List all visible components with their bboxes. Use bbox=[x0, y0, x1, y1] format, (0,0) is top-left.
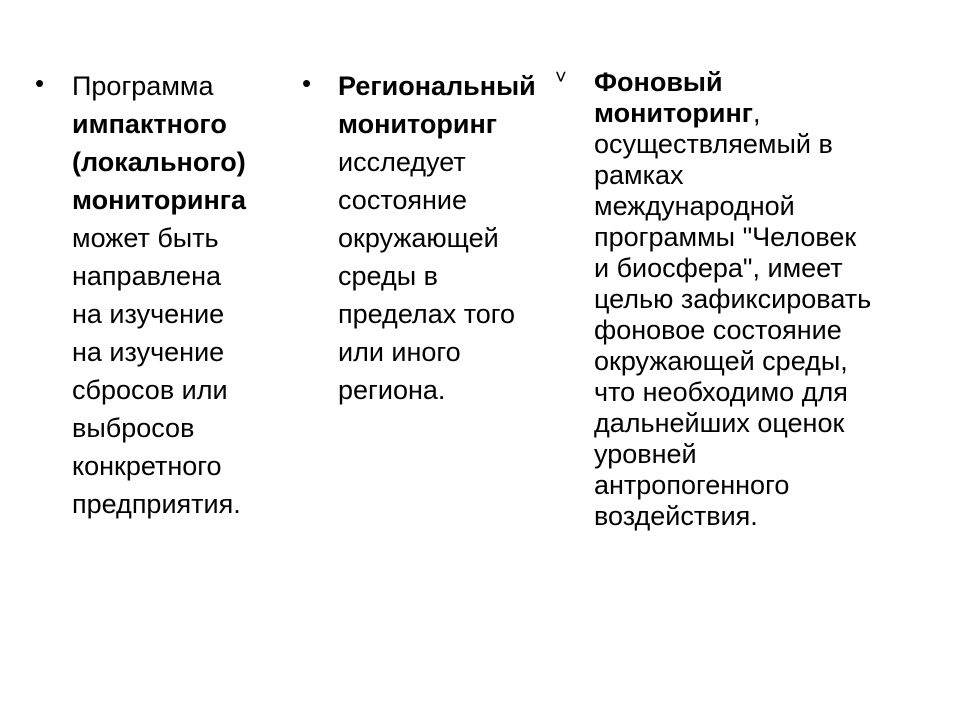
text-line: фоновое состояние bbox=[594, 315, 842, 345]
text-line: мониторинга bbox=[72, 185, 247, 215]
text-line: что необходимо для bbox=[594, 377, 848, 407]
text-line: конкретного bbox=[72, 451, 222, 481]
text-line: импактного bbox=[72, 109, 227, 139]
text-line: на изучение bbox=[72, 337, 225, 367]
text-line: осуществляемый в bbox=[594, 129, 833, 159]
text-line: может быть bbox=[72, 223, 219, 253]
text-line: или иного bbox=[338, 337, 461, 367]
text-line: окружающей среды, bbox=[594, 346, 848, 376]
text-line bbox=[594, 98, 934, 129]
text-bold: мониторинг bbox=[594, 98, 754, 128]
text-line: Программа bbox=[72, 71, 214, 101]
text-line: окружающей bbox=[338, 223, 499, 253]
text-line: на изучение bbox=[72, 299, 225, 329]
text-line: Фоновый bbox=[594, 67, 723, 97]
text-line: Региональный bbox=[338, 71, 536, 101]
text-line: международной bbox=[594, 191, 795, 221]
text-line: выбросов bbox=[72, 413, 195, 443]
text-line: дальнейших оценок bbox=[594, 408, 845, 438]
bullet-background: ˅ bbox=[555, 67, 567, 89]
text-line: среды в bbox=[338, 261, 438, 291]
text-line: целью зафиксировать bbox=[594, 284, 872, 314]
bullet-regional: • bbox=[302, 68, 312, 98]
text-line: программы "Человек bbox=[594, 222, 857, 252]
column-background-monitoring bbox=[594, 67, 934, 532]
text-line: воздействия. bbox=[594, 501, 758, 531]
column-regional-monitoring bbox=[338, 67, 578, 409]
column-impact-monitoring bbox=[72, 67, 287, 523]
text-line: направлена bbox=[72, 261, 222, 291]
text-line: пределах того bbox=[338, 299, 516, 329]
text-line: и биосфера", имеет bbox=[594, 253, 843, 283]
text-line: мониторинг bbox=[338, 109, 498, 139]
text-line: (локального) bbox=[72, 147, 246, 177]
text-line: сбросов или bbox=[72, 375, 228, 405]
text-line: антропогенного bbox=[594, 470, 790, 500]
text-line: уровней bbox=[594, 439, 697, 469]
text-line: состояние bbox=[338, 185, 468, 215]
text-line: региона. bbox=[338, 375, 446, 405]
bullet-impact: • bbox=[35, 68, 45, 98]
text-line: предприятия. bbox=[72, 489, 241, 519]
text-line: исследует bbox=[338, 147, 466, 177]
text-line: рамках bbox=[594, 160, 684, 190]
text-suffix: , bbox=[753, 98, 761, 128]
